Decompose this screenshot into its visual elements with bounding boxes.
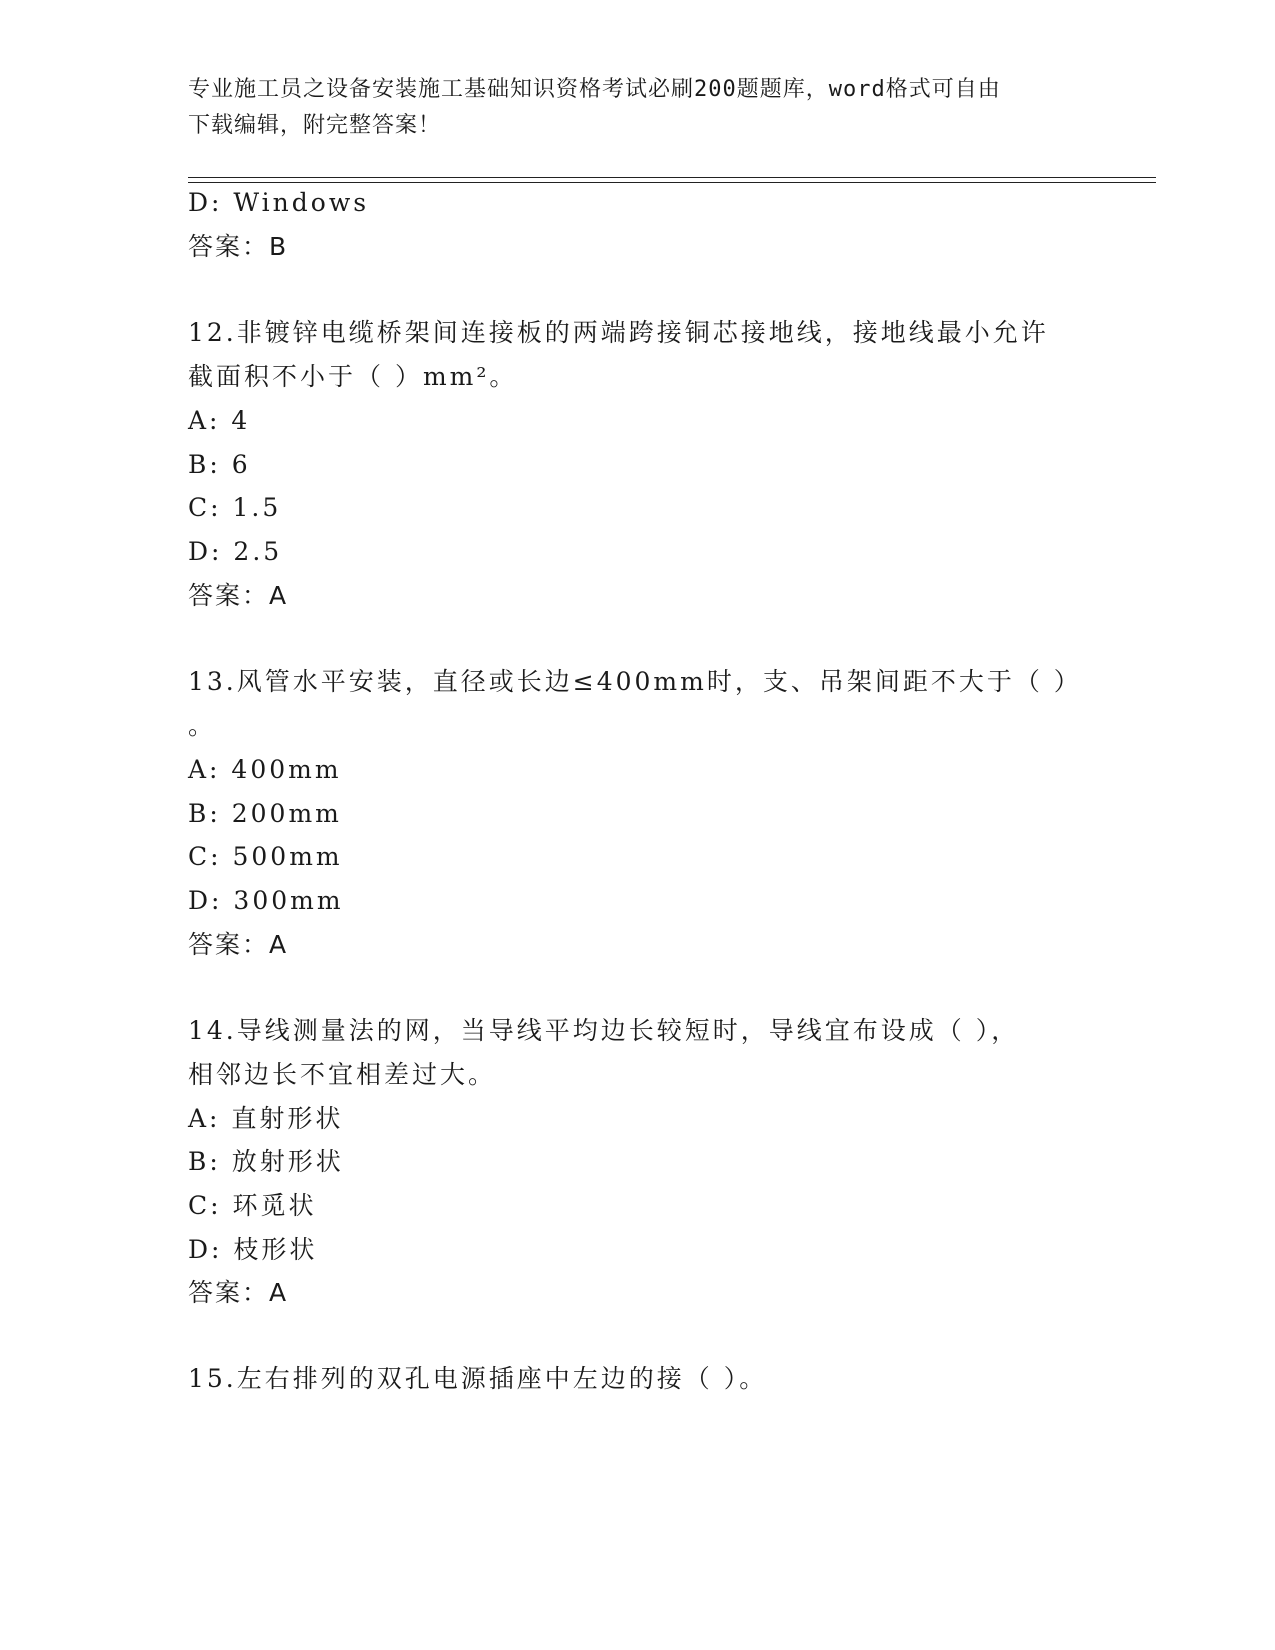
question-12-text-line-1: 12.非镀锌电缆桥架间连接板的两端跨接铜芯接地线，接地线最小允许	[188, 318, 1049, 347]
question-13-answer: 答案：A	[188, 930, 289, 959]
header-divider-bottom	[188, 182, 1156, 183]
question-12-option-c: C: 1.5	[188, 493, 282, 522]
question-14-answer: 答案：A	[188, 1278, 289, 1307]
question-14-text-line-1: 14.导线测量法的网，当导线平均边长较短时，导线宜布设成（ ），	[188, 1016, 1020, 1045]
question-14-option-d: D: 枝形状	[188, 1235, 318, 1264]
question-13-text-line-1: 13.风管水平安装，直径或长边≤400mm时，支、吊架间距不大于（ ）	[188, 667, 1082, 696]
question-12-option-a: A: 4	[188, 406, 251, 435]
option-d: D: Windows	[188, 188, 370, 217]
document-header	[188, 72, 1088, 144]
question-14-option-b: B: 放射形状	[188, 1147, 344, 1176]
question-12-option-b: B: 6	[188, 450, 251, 479]
answer-label: 答案：B	[188, 232, 289, 261]
question-12-answer: 答案：A	[188, 581, 289, 610]
question-13-option-d: D: 300mm	[188, 886, 344, 915]
header-title-line-2: 下载编辑，附完整答案！	[188, 113, 442, 138]
header-divider-top	[188, 177, 1156, 178]
header-title-line-1: 专业施工员之设备安装施工基础知识资格考试必刷200题题库，word格式可自由	[188, 77, 1001, 102]
question-13-option-b: B: 200mm	[188, 799, 342, 828]
question-15-text-line-1: 15.左右排列的双孔电源插座中左边的接（ ）。	[188, 1364, 768, 1393]
question-12-option-d: D: 2.5	[188, 537, 283, 566]
question-13-text-line-2: 。	[188, 711, 217, 740]
question-14-option-a: A: 直射形状	[188, 1104, 344, 1133]
question-14-text-line-2: 相邻边长不宜相差过大。	[188, 1060, 497, 1089]
question-13-option-a: A: 400mm	[188, 755, 342, 784]
question-14-option-c: C: 环觅状	[188, 1191, 317, 1220]
question-13-option-c: C: 500mm	[188, 842, 343, 871]
question-12-text-line-2: 截面积不小于（ ）mm²。	[188, 362, 518, 391]
